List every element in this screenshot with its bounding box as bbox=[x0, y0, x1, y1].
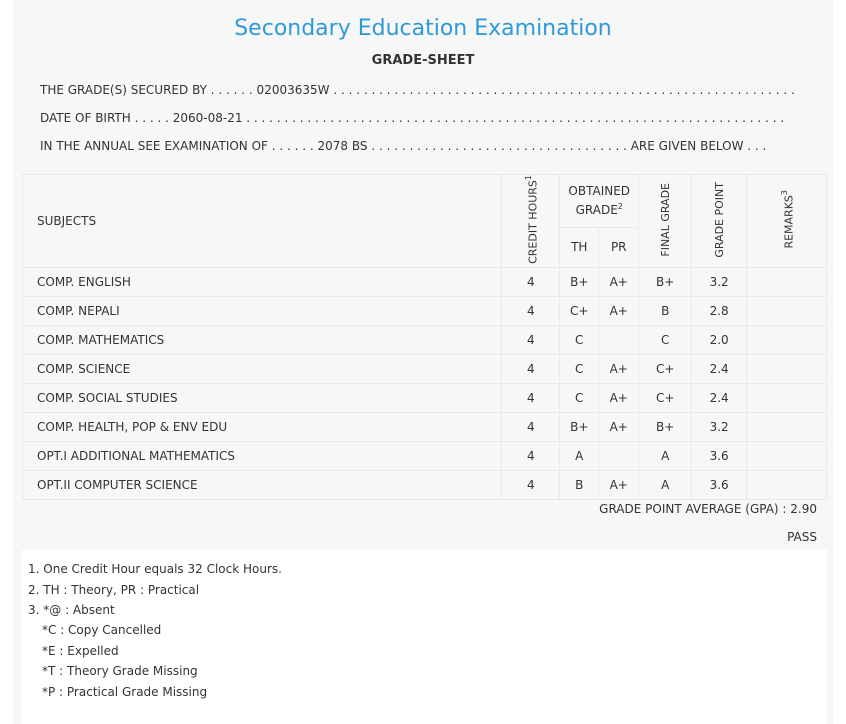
credit-cell: 4 bbox=[502, 296, 560, 325]
footnote-credit-hour: 1. One Credit Hour equals 32 Clock Hours. bbox=[28, 562, 282, 576]
th-grade-cell: B+ bbox=[560, 267, 599, 296]
final-grade-cell: B bbox=[639, 296, 692, 325]
table-row bbox=[23, 470, 827, 499]
th-grade-cell: C+ bbox=[560, 296, 599, 325]
credit-cell: 4 bbox=[502, 267, 560, 296]
exam-title: Secondary Education Examination bbox=[234, 16, 612, 41]
grade-point-cell: 2.0 bbox=[692, 325, 747, 354]
subject-cell: OPT.I ADDITIONAL MATHEMATICS bbox=[23, 441, 502, 470]
pr-grade-cell: A+ bbox=[599, 383, 639, 412]
header-remarks: REMARKS$^3$ bbox=[747, 175, 827, 268]
final-grade-cell: C+ bbox=[639, 383, 692, 412]
pr-grade-cell: A+ bbox=[599, 470, 639, 499]
th-grade-cell: C bbox=[560, 354, 599, 383]
header-grade-point: GRADE POINT bbox=[692, 175, 747, 268]
table-row bbox=[23, 267, 827, 296]
sheet-subtitle: GRADE-SHEET bbox=[371, 53, 475, 68]
subject-cell: COMP. SOCIAL STUDIES bbox=[23, 383, 502, 412]
final-grade-cell: C+ bbox=[639, 354, 692, 383]
final-grade-cell: B+ bbox=[639, 267, 692, 296]
header-pr: PR bbox=[599, 227, 639, 267]
table-row bbox=[23, 412, 827, 441]
pr-grade-cell bbox=[599, 441, 639, 470]
header-subjects: SUBJECTS bbox=[23, 175, 502, 268]
remarks-cell bbox=[747, 267, 827, 296]
remarks-cell bbox=[747, 325, 827, 354]
grade-point-cell: 3.6 bbox=[692, 441, 747, 470]
header-obtained-grade: OBTAINED GRADE$^2$ bbox=[560, 175, 639, 228]
pr-grade-cell: A+ bbox=[599, 296, 639, 325]
credit-cell: 4 bbox=[502, 441, 560, 470]
subject-cell: COMP. NEPALI bbox=[23, 296, 502, 325]
remarks-cell bbox=[747, 441, 827, 470]
info-date-of-birth: DATE OF BIRTH . . . . . 2060-08-21 . . . . . . . . . . . . . . . . . . . . . . . . . . . . . . . . . . . . . . . . . . . . . . . . . . . . . . . . . . . . . . . . . . . . . . . bbox=[40, 111, 785, 125]
footnote-theory-missing: *T : Theory Grade Missing bbox=[42, 664, 198, 678]
remarks-cell bbox=[747, 383, 827, 412]
table-header-row bbox=[23, 175, 827, 228]
table-row bbox=[23, 325, 827, 354]
remarks-cell bbox=[747, 470, 827, 499]
final-grade-cell: C bbox=[639, 325, 692, 354]
pr-grade-cell: A+ bbox=[599, 267, 639, 296]
table-row bbox=[23, 441, 827, 470]
info-grades-secured: THE GRADE(S) SECURED BY . . . . . . 02003635W . . . . . . . . . . . . . . . . . . . . . . . . . . . . . . . . . . . . . . . . . . . . . . . . . . . . . . . . . . . . . bbox=[40, 83, 795, 97]
grade-point-cell: 2.4 bbox=[692, 383, 747, 412]
credit-cell: 4 bbox=[502, 325, 560, 354]
footnotes bbox=[22, 550, 827, 724]
table-row bbox=[23, 383, 827, 412]
credit-cell: 4 bbox=[502, 412, 560, 441]
footnote-absent: 3. *@ : Absent bbox=[28, 603, 115, 617]
table-row bbox=[23, 354, 827, 383]
th-grade-cell: B+ bbox=[560, 412, 599, 441]
grade-point-cell: 2.8 bbox=[692, 296, 747, 325]
footnote-practical-missing: *P : Practical Grade Missing bbox=[42, 685, 208, 699]
header-th: TH bbox=[560, 227, 599, 267]
header-credit-hours: CREDIT HOURS$^1$ bbox=[502, 175, 560, 268]
th-grade-cell: C bbox=[560, 325, 599, 354]
info-exam-year: IN THE ANNUAL SEE EXAMINATION OF . . . . . . 2078 BS . . . . . . . . . . . . . . . . . . . . . . . . . . . . . . . . . . ARE GIVEN BELOW . . . bbox=[40, 139, 767, 153]
grade-point-cell: 3.6 bbox=[692, 470, 747, 499]
final-grade-cell: A bbox=[639, 441, 692, 470]
grade-sheet bbox=[13, 0, 833, 724]
th-grade-cell: B bbox=[560, 470, 599, 499]
credit-cell: 4 bbox=[502, 470, 560, 499]
table-row bbox=[23, 296, 827, 325]
grade-point-cell: 3.2 bbox=[692, 267, 747, 296]
footnote-copy-cancelled: *C : Copy Cancelled bbox=[42, 623, 162, 637]
footnote-th-pr: 2. TH : Theory, PR : Practical bbox=[28, 583, 200, 597]
subject-cell: COMP. MATHEMATICS bbox=[23, 325, 502, 354]
final-grade-cell: B+ bbox=[639, 412, 692, 441]
remarks-cell bbox=[747, 412, 827, 441]
result-status: PASS bbox=[787, 530, 817, 544]
gpa-summary: GRADE POINT AVERAGE (GPA) : 2.90 bbox=[599, 502, 817, 516]
credit-cell: 4 bbox=[502, 383, 560, 412]
pr-grade-cell: A+ bbox=[599, 354, 639, 383]
subject-cell: OPT.II COMPUTER SCIENCE bbox=[23, 470, 502, 499]
grade-point-cell: 2.4 bbox=[692, 354, 747, 383]
remarks-cell bbox=[747, 296, 827, 325]
pr-grade-cell: A+ bbox=[599, 412, 639, 441]
th-grade-cell: A bbox=[560, 441, 599, 470]
header-final-grade: FINAL GRADE bbox=[639, 175, 692, 268]
pr-grade-cell bbox=[599, 325, 639, 354]
grades-table bbox=[22, 174, 827, 500]
subject-cell: COMP. HEALTH, POP & ENV EDU bbox=[23, 412, 502, 441]
final-grade-cell: A bbox=[639, 470, 692, 499]
remarks-cell bbox=[747, 354, 827, 383]
grade-point-cell: 3.2 bbox=[692, 412, 747, 441]
subject-cell: COMP. ENGLISH bbox=[23, 267, 502, 296]
credit-cell: 4 bbox=[502, 354, 560, 383]
footnote-expelled: *E : Expelled bbox=[42, 644, 119, 658]
th-grade-cell: C bbox=[560, 383, 599, 412]
subject-cell: COMP. SCIENCE bbox=[23, 354, 502, 383]
